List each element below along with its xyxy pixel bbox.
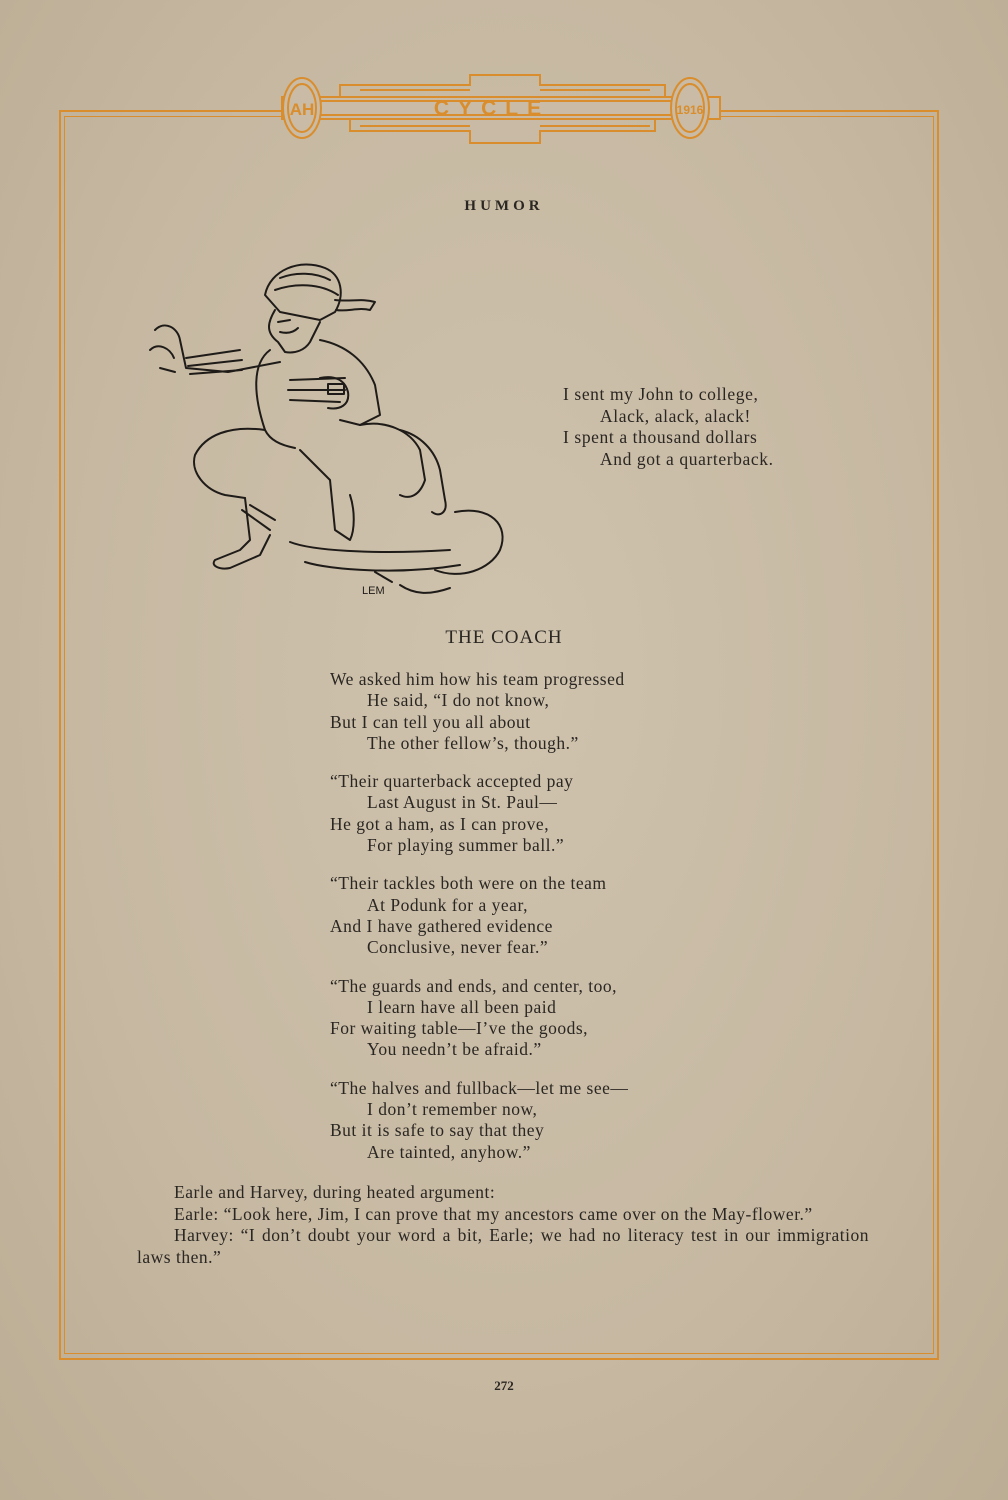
verse-line: And got a quarterback.	[600, 448, 774, 469]
poem-line: He got a ham, as I can prove,	[330, 813, 550, 834]
poem-line: “Their quarterback accepted pay	[330, 771, 574, 792]
opening-verse	[563, 384, 774, 470]
poem-line: Are tainted, anyhow.”	[367, 1141, 531, 1162]
poem-stanza	[330, 669, 690, 754]
artist-signature: LEM	[362, 585, 385, 597]
verse-line: I sent my John to college,	[563, 384, 759, 404]
poem-line: “The halves and fullback—let me see—	[330, 1077, 629, 1098]
joke-dialogue	[137, 1182, 869, 1268]
poem-line: He said, “I do not know,	[367, 690, 550, 711]
poem-stanza	[330, 873, 690, 958]
header-banner	[0, 55, 1008, 170]
verse-line: I spent a thousand dollars	[563, 427, 758, 447]
dialogue-intro: Earle and Harvey, during heated argument:	[174, 1182, 496, 1202]
poem-line: You needn’t be afraid.”	[367, 1039, 542, 1060]
football-player-illustration	[130, 250, 520, 610]
poem-line: We asked him how his team progressed	[330, 669, 625, 689]
dialogue-harvey: Harvey: “I don’t doubt your word a bit, Earle; we had no literacy test in our immigration laws then.”	[137, 1225, 869, 1267]
section-title: HUMOR	[464, 198, 544, 214]
poem-line: At Podunk for a year,	[367, 894, 528, 915]
poem-line: For playing summer ball.”	[367, 835, 565, 856]
logo-right: 1916	[676, 103, 704, 117]
page-number: 272	[494, 1378, 514, 1393]
poem-line: For waiting table—I’ve the goods,	[330, 1018, 589, 1039]
poem-line: But it is safe to say that they	[330, 1120, 545, 1141]
verse-line: Alack, alack, alack!	[600, 405, 751, 426]
poem-line: Last August in St. Paul—	[367, 792, 558, 813]
banner-word: CYCLE	[433, 97, 551, 120]
poem-line: The other fellow’s, though.”	[367, 732, 579, 753]
poem-line: I learn have all been paid	[367, 996, 557, 1017]
poem-body	[330, 669, 690, 1180]
poem-line: I don’t remember now,	[367, 1099, 538, 1120]
poem-line: “Their tackles both were on the team	[330, 873, 607, 894]
poem-stanza	[330, 1078, 690, 1163]
poem-line: But I can tell you all about	[330, 711, 531, 732]
poem-stanza	[330, 771, 690, 856]
poem-stanza	[330, 976, 690, 1061]
poem-line: Conclusive, never fear.”	[367, 937, 549, 958]
dialogue-earle: Earle: “Look here, Jim, I can prove that my ancestors came over on the May-flower.”	[174, 1203, 813, 1224]
poem-line: And I have gathered evidence	[330, 915, 553, 936]
logo-left: AH	[289, 100, 315, 119]
poem-line: “The guards and ends, and center, too,	[330, 975, 618, 996]
poem-title: THE COACH	[445, 627, 563, 648]
